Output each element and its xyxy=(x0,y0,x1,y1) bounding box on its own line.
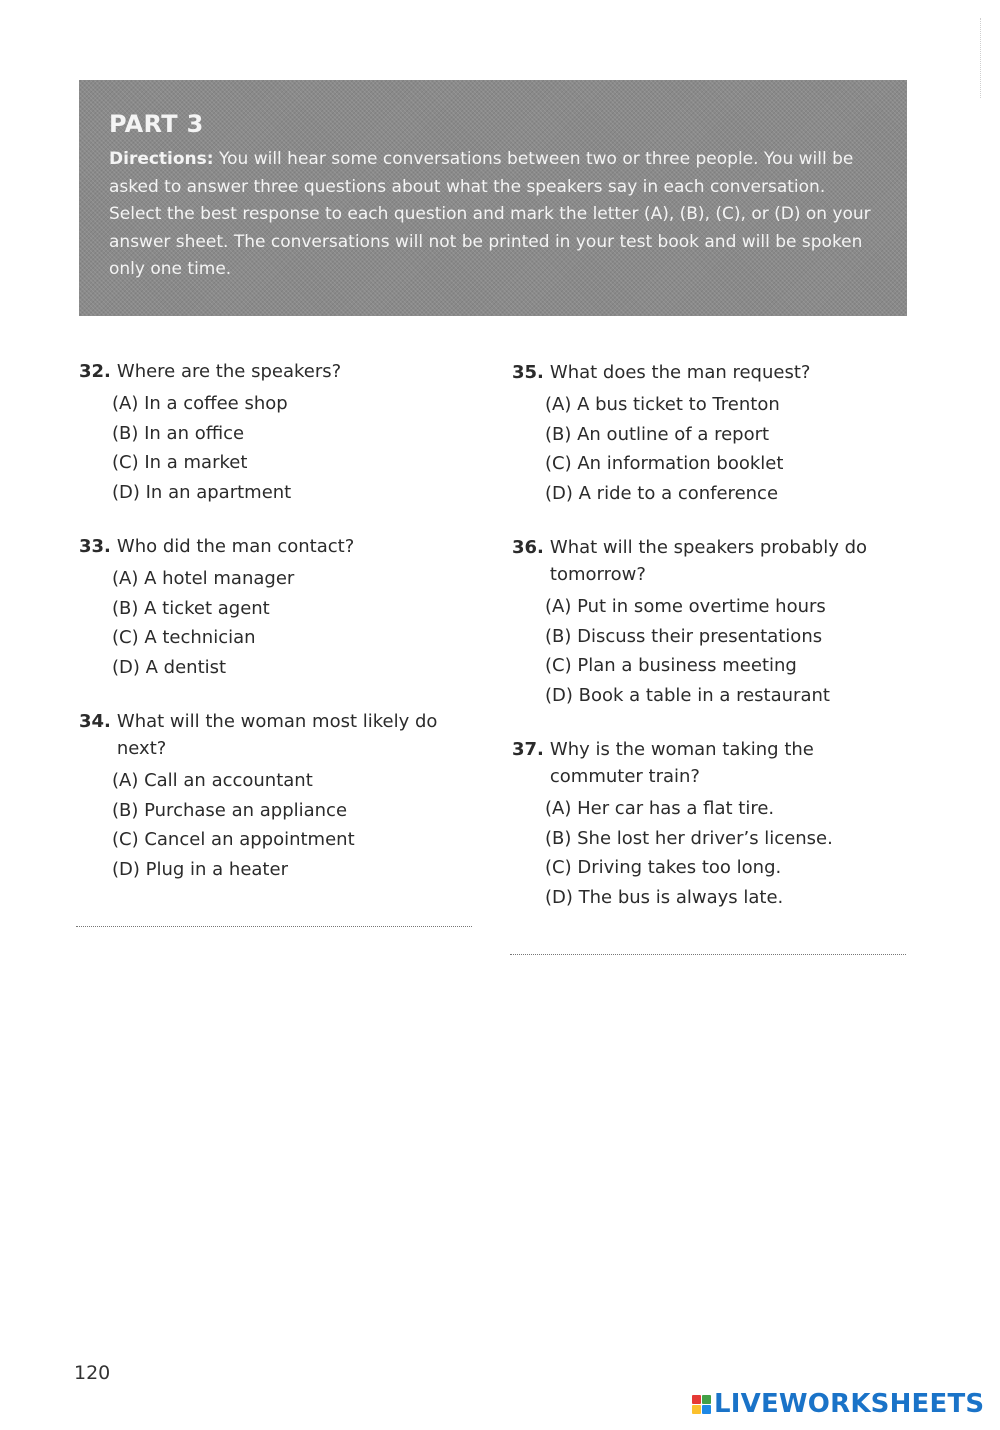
option-a[interactable]: (A) Call an accountant xyxy=(112,770,313,791)
option-d[interactable]: (D) Plug in a heater xyxy=(112,858,288,880)
question-36 xyxy=(512,534,912,710)
question-text: Why is the woman taking the commuter train? xyxy=(549,739,814,787)
question-37 xyxy=(512,736,912,912)
option-d[interactable]: (D) In an apartment xyxy=(112,481,292,503)
liveworksheets-brand xyxy=(692,1389,984,1419)
right-divider xyxy=(510,954,906,955)
left-divider xyxy=(76,926,472,927)
option-a[interactable]: (A) Put in some overtime hours xyxy=(545,596,826,617)
question-32 xyxy=(79,358,479,507)
option-c[interactable]: (C) A technician xyxy=(112,627,256,648)
option-c[interactable]: (C) In a market xyxy=(112,452,248,473)
question-number: 32. xyxy=(79,361,111,382)
right-question-column xyxy=(512,359,912,938)
directions-label: Directions: xyxy=(109,149,214,169)
option-d[interactable]: (D) Book a table in a restaurant xyxy=(545,684,830,706)
question-text: What will the woman most likely do next? xyxy=(116,711,438,759)
option-a[interactable]: (A) A hotel manager xyxy=(112,568,295,589)
option-b[interactable]: (B) A ticket agent xyxy=(112,597,270,619)
left-question-column xyxy=(79,358,479,910)
question-text: Where are the speakers? xyxy=(116,361,342,382)
question-number: 37. xyxy=(512,739,544,760)
question-number: 36. xyxy=(512,537,544,558)
question-35 xyxy=(512,359,912,508)
option-a[interactable]: (A) Her car has a flat tire. xyxy=(545,798,775,819)
logo-square-red xyxy=(692,1395,701,1404)
question-number: 33. xyxy=(79,536,111,557)
question-number: 35. xyxy=(512,362,544,383)
liveworksheets-logo-icon xyxy=(692,1395,711,1414)
option-d[interactable]: (D) A ride to a conference xyxy=(545,482,779,504)
option-b[interactable]: (B) She lost her driver’s license. xyxy=(545,827,833,849)
option-c[interactable]: (C) Cancel an appointment xyxy=(112,829,355,850)
option-c[interactable]: (C) Driving takes too long. xyxy=(545,857,782,878)
option-b[interactable]: (B) Discuss their presentations xyxy=(545,625,823,647)
option-c[interactable]: (C) Plan a business meeting xyxy=(545,655,797,676)
option-a[interactable]: (A) In a coffee shop xyxy=(112,393,288,414)
directions-paragraph xyxy=(109,146,879,284)
option-b[interactable]: (B) Purchase an appliance xyxy=(112,799,348,821)
option-d[interactable]: (D) A dentist xyxy=(112,656,227,678)
directions-text: You will hear some conversations between two or three people. You will be asked to answer three questions about what the speakers say in each conversation. Select the best response to each question and mark the letter (A), (B), (C), or (D) on your answer sheet. The conversations will not be printed in your test book and will be spoken only one time. xyxy=(109,149,871,279)
logo-square-green xyxy=(702,1395,711,1404)
logo-square-yellow xyxy=(692,1405,701,1414)
question-33 xyxy=(79,533,479,682)
question-text: What does the man request? xyxy=(549,362,811,383)
question-number: 34. xyxy=(79,711,111,732)
question-text: What will the speakers probably do tomorrow? xyxy=(549,537,868,585)
part-title: PART 3 xyxy=(109,110,204,138)
scan-artifact xyxy=(980,18,982,98)
logo-square-blue xyxy=(702,1405,711,1414)
brand-name: LIVEWORKSHEETS xyxy=(714,1389,985,1419)
option-c[interactable]: (C) An information booklet xyxy=(545,453,784,474)
question-34 xyxy=(79,708,479,884)
page-number: 120 xyxy=(74,1362,111,1384)
directions-banner xyxy=(79,80,907,316)
option-b[interactable]: (B) An outline of a report xyxy=(545,423,770,445)
question-text: Who did the man contact? xyxy=(116,536,355,557)
option-d[interactable]: (D) The bus is always late. xyxy=(545,886,784,908)
option-b[interactable]: (B) In an office xyxy=(112,422,245,444)
option-a[interactable]: (A) A bus ticket to Trenton xyxy=(545,394,780,415)
